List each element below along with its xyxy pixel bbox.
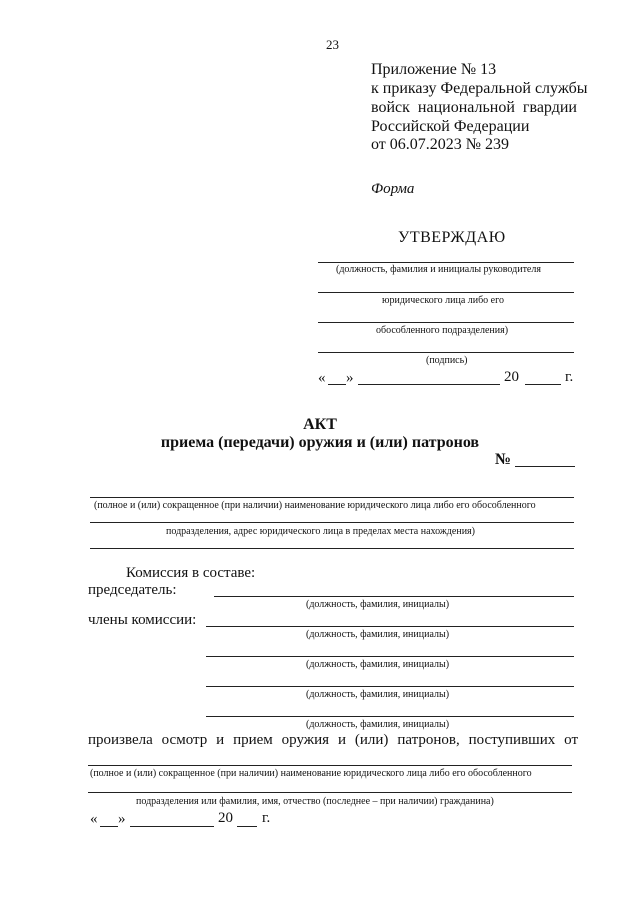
approve-line-1 <box>318 262 574 263</box>
annex-line-3-word: национальной <box>417 99 515 116</box>
approve-date-year-blank <box>525 384 561 385</box>
approve-date-open-quote: « <box>318 370 326 386</box>
approve-date-day-blank <box>328 384 346 385</box>
approve-caption-1: (должность, фамилия и инициалы руководителя <box>336 264 541 275</box>
inspection-word: от <box>564 732 578 748</box>
form-label: Форма <box>371 181 415 197</box>
approve-line-2 <box>318 292 574 293</box>
commission-member-caption-3: (должность, фамилия, инициалы) <box>306 689 450 700</box>
act-number-label: № <box>495 451 512 468</box>
commission-member-line-3 <box>206 686 574 687</box>
commission-member-line-4 <box>206 716 574 717</box>
org-line-2 <box>90 522 574 523</box>
annex-line-5: от 06.07.2023 № 239 <box>371 136 510 153</box>
approve-title: УТВЕРЖДАЮ <box>398 229 506 246</box>
inspection-word: и <box>337 732 346 748</box>
inspection-word: патронов, <box>397 732 460 748</box>
commission-members-label: члены комиссии: <box>88 612 197 628</box>
approve-signature-line <box>318 352 574 353</box>
annex-line-3-word: войск <box>371 99 410 116</box>
annex-line-4: Российской Федерации <box>371 118 530 135</box>
inspection-word: (или) <box>354 732 389 748</box>
org-caption-2: подразделения, адрес юридического лица в пределах места нахождения) <box>166 526 475 537</box>
inspection-word: прием <box>233 732 273 748</box>
act-number-blank <box>515 466 575 467</box>
commission-member-caption-2: (должность, фамилия, инициалы) <box>306 659 450 670</box>
act-title: АКТ <box>303 416 337 433</box>
approve-line-3 <box>318 322 574 323</box>
inspection-word: оружия <box>281 732 330 748</box>
annex-line-1: Приложение № 13 <box>371 61 497 78</box>
bottom-date-close-quote: » <box>118 811 126 827</box>
bottom-date-day-blank <box>100 826 118 827</box>
commission-intro: Комиссия в составе: <box>126 565 256 581</box>
approve-caption-2: юридического лица либо его <box>382 295 504 306</box>
inspection-sentence <box>88 732 578 749</box>
annex-line-2: к приказу Федеральной службы <box>371 80 588 97</box>
bottom-date-year-prefix: 20 <box>218 810 233 826</box>
commission-member-caption-4: (должность, фамилия, инициалы) <box>306 719 450 730</box>
bottom-date-month-blank <box>130 826 214 827</box>
inspection-word: и <box>216 732 225 748</box>
annex-line-3-word: гвардии <box>522 99 577 116</box>
approve-caption-3: обособленного подразделения) <box>376 325 509 336</box>
org-line-3 <box>90 548 574 549</box>
approve-signature-caption: (подпись) <box>426 355 468 366</box>
bottom-date-open-quote: « <box>90 811 98 827</box>
approve-date-year-prefix: 20 <box>504 369 519 385</box>
bottom-date-year-suffix: г. <box>262 810 271 826</box>
approve-date-month-blank <box>358 384 500 385</box>
bottom-date-year-blank <box>237 826 257 827</box>
inspection-word: поступивших <box>468 732 556 748</box>
source-caption-1: (полное и (или) сокращенное (при наличии) наименование юридического лица либо его обособленного <box>90 768 532 779</box>
source-line-2 <box>88 792 572 793</box>
org-line-1 <box>90 497 574 498</box>
commission-chair-caption: (должность, фамилия, инициалы) <box>306 599 450 610</box>
commission-member-line-2 <box>206 656 574 657</box>
inspection-word: осмотр <box>161 732 208 748</box>
approve-date-year-suffix: г. <box>565 369 574 385</box>
source-line-1 <box>88 765 572 766</box>
approve-date-close-quote: » <box>346 370 354 386</box>
commission-member-line-1 <box>206 626 574 627</box>
act-subtitle: приема (передачи) оружия и (или) патронов <box>160 434 480 451</box>
commission-member-caption-1: (должность, фамилия, инициалы) <box>306 629 450 640</box>
inspection-word: произвела <box>88 732 153 748</box>
commission-chair-label: председатель: <box>88 582 177 598</box>
annex-line-3 <box>371 99 577 118</box>
org-caption-1: (полное и (или) сокращенное (при наличии) наименование юридического лица либо его обособленного <box>94 500 536 511</box>
commission-chair-line <box>214 596 574 597</box>
page-number: 23 <box>326 37 339 52</box>
source-caption-2: подразделения или фамилия, имя, отчество (последнее – при наличии) гражданина) <box>136 796 494 807</box>
